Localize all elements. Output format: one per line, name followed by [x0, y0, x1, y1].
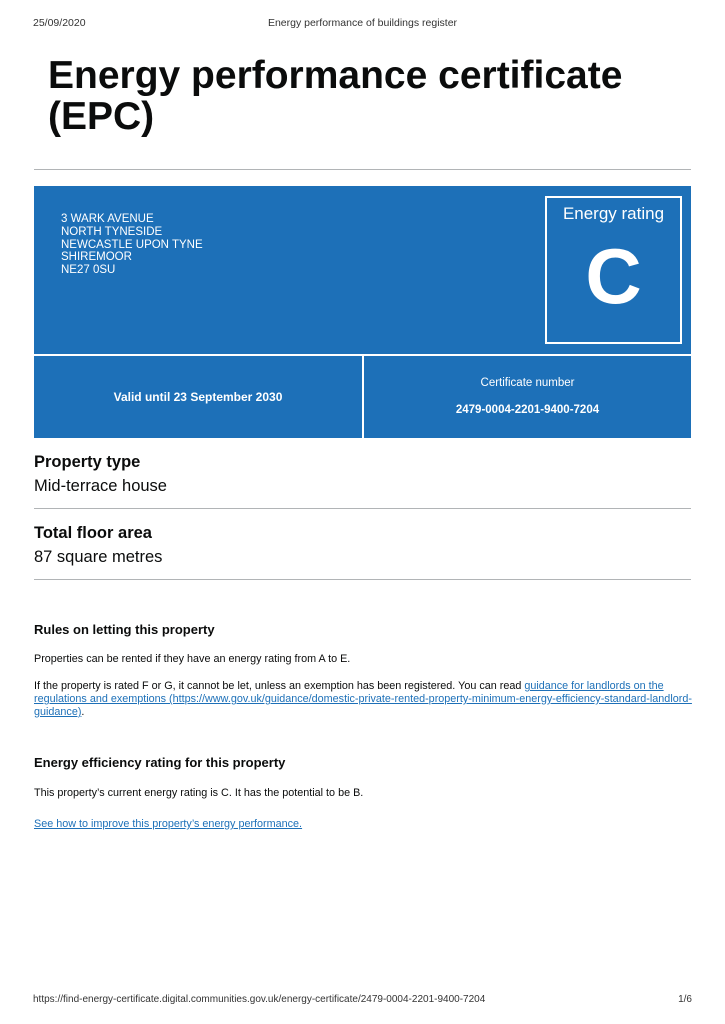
certificate-number: 2479-0004-2201-9400-7204 [455, 404, 600, 416]
validity-cell [34, 356, 362, 438]
energy-rating-box [545, 196, 682, 344]
print-header [33, 17, 692, 31]
property-address [61, 213, 203, 277]
floor-area-label: Total floor area [34, 524, 152, 542]
property-type-value: Mid-terrace house [34, 477, 167, 495]
print-url: https://find-energy-certificate.digital.communities.gov.uk/energy-certificate/2479-0004-2201-9400-7204 [33, 994, 486, 1005]
print-document-title: Energy performance of buildings register [267, 17, 458, 29]
letting-exemptions-paragraph [34, 680, 694, 719]
address-line: 3 WARK AVENUE [61, 213, 154, 225]
improve-link-paragraph [34, 818, 694, 831]
energy-rating-label: Energy rating [562, 204, 665, 223]
energy-rating-letter: C [585, 232, 642, 320]
title-divider [34, 169, 691, 170]
property-type-label: Property type [34, 453, 141, 471]
summary-divider [34, 579, 691, 580]
floor-area-value: 87 square metres [34, 548, 163, 566]
address-line: NORTH TYNESIDE [61, 225, 163, 238]
certificate-number-cell [364, 356, 691, 438]
valid-until: Valid until 23 September 2030 [113, 390, 283, 404]
letting-rules-paragraph: Properties can be rented if they have an energy rating from A to E. [34, 653, 351, 665]
address-line: SHIREMOOR [61, 251, 132, 264]
letting-rules-heading: Rules on letting this property [34, 622, 215, 637]
landlord-guidance-link[interactable]: guidance for landlords on the regulations and exemptions (https://www.gov.uk/guidance/domestic-private-rented-property-minimum-energy-efficiency-standard-landlord-guidance) [34, 680, 692, 718]
print-date: 25/09/2020 [33, 17, 86, 29]
efficiency-heading: Energy efficiency rating for this property [34, 755, 286, 770]
address-line: NEWCASTLE UPON TYNE [61, 238, 203, 251]
summary-divider [34, 508, 691, 509]
print-footer [33, 994, 692, 1008]
page-number: 1/6 [678, 994, 692, 1005]
page-title: Energy performance certificate (EPC) [48, 54, 623, 138]
improve-performance-link[interactable]: See how to improve this property’s energy performance. [34, 818, 303, 830]
exemptions-text-end: . [81, 706, 85, 718]
efficiency-paragraph: This property’s current energy rating is C. It has the potential to be B. [34, 787, 364, 799]
certificate-header-panel [34, 186, 691, 354]
address-line: NE27 0SU [61, 264, 116, 277]
exemptions-text: If the property is rated F or G, it cannot be let, unless an exemption has been registered. You can read [34, 680, 525, 692]
certificate-number-label: Certificate number [480, 377, 575, 389]
